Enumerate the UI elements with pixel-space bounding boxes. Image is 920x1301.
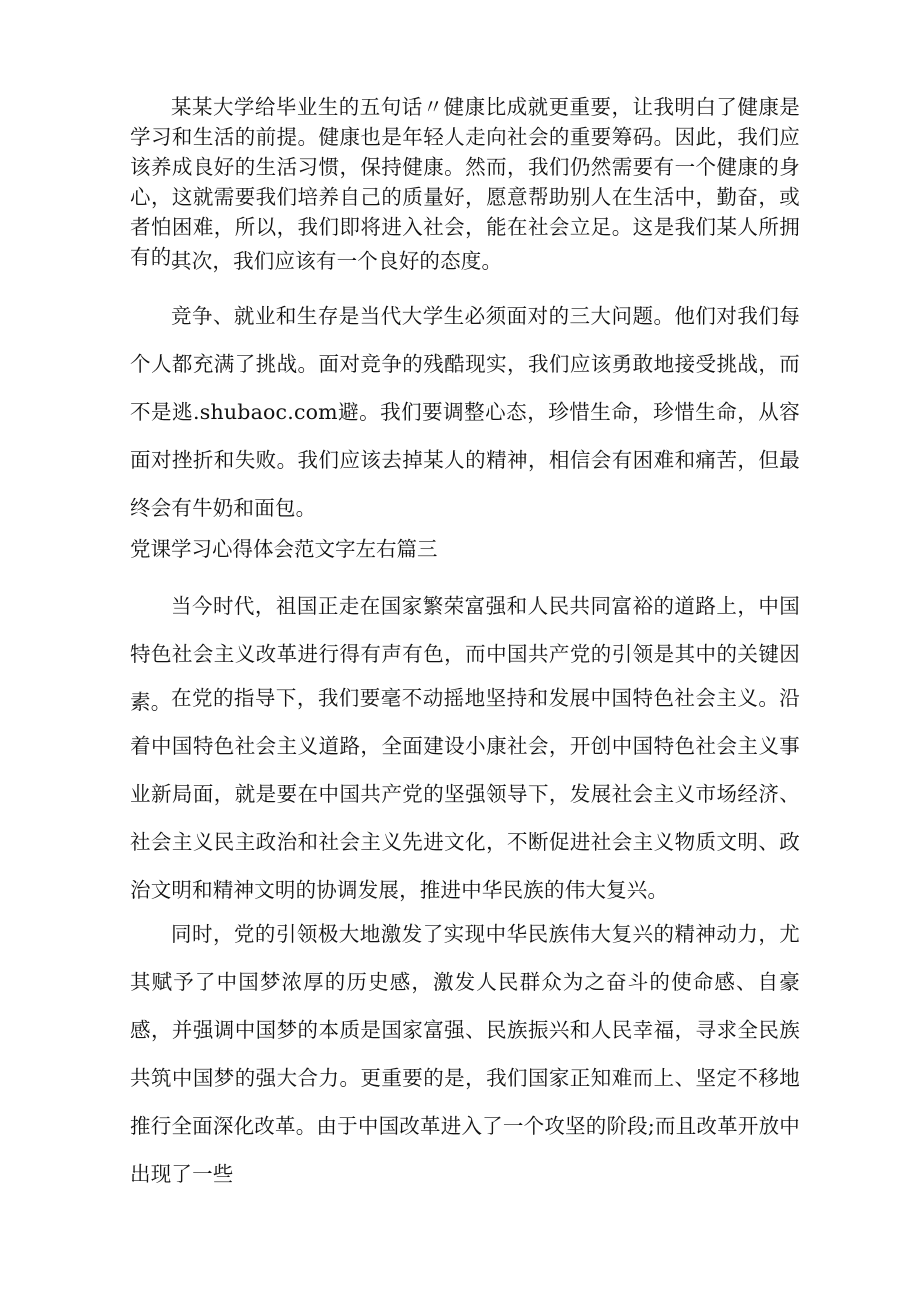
section-heading: 党课学习心得体会范文字左右篇三 bbox=[130, 537, 438, 561]
paragraph-era: 当今时代，祖国正走在国家繁荣富强和人民共同富裕的道路上，中国特色社会主义改革进行得有声有色，而中国共产党的引领是其中的关键因素。 bbox=[130, 594, 800, 714]
paragraph-competition: 竞争、就业和生存是当代大学生必须面对的三大问题。他们对我们每个人都充满了挑战。面对竞争的残酷现实，我们应该勇敢地接受挑战，而不是逃.shubaoc.com避。我们要调整心态，珍惜生命，珍惜生命，从容面对挫折和失败。我们应该去掉某人的精神，相信会有困难和痛苦，但最终会有牛奶和面包。 bbox=[130, 304, 800, 520]
paragraph-health: 某某大学给毕业生的五句话〃健康比成就更重要，让我明白了健康是学习和生活的前提。健康也是年轻人走向社会的重要筹码。因此，我们应该养成良好的生活习惯，保持健康。然而，我们仍然需要有一个健康的身心，这就需要我们培养自己的质量好，愿意帮助别人在生活中，勤奋，或者怕困难，所以，我们即将进入社会，能在社会立足。这是我们某人所拥有的。 bbox=[130, 95, 800, 269]
paragraph-party-guidance: 在党的指导下，我们要毫不动摇地坚持和发展中国特色社会主义。沿着中国特色社会主义道路，全面建设小康社会，开创中国特色社会主义事业新局面，就是要在中国共产党的坚强领导下，发展社会主义市场经济、社会主义民主政治和社会主义先进文化，不断促进社会主义物质文明、政治文明和精神文明的协调发展，推进中华民族的伟大复兴。 bbox=[130, 686, 800, 902]
paragraph-chinese-dream: 同时，党的引领极大地激发了实现中华民族伟大复兴的精神动力，尤其赋予了中国梦浓厚的历史感，激发人民群众为之奋斗的使命感、自豪感，并强调中国梦的本质是国家富强、民族振兴和人民幸福，寻求全民族共筑中国梦的强大合力。更重要的是，我们国家正知难而上、坚定不移地推行全面深化改革。由于中国改革进入了一个攻坚的阶段;而且改革开放中出现了一些 bbox=[130, 922, 800, 1186]
paragraph-attitude: 其次，我们应该有一个良好的态度。 bbox=[171, 249, 503, 273]
